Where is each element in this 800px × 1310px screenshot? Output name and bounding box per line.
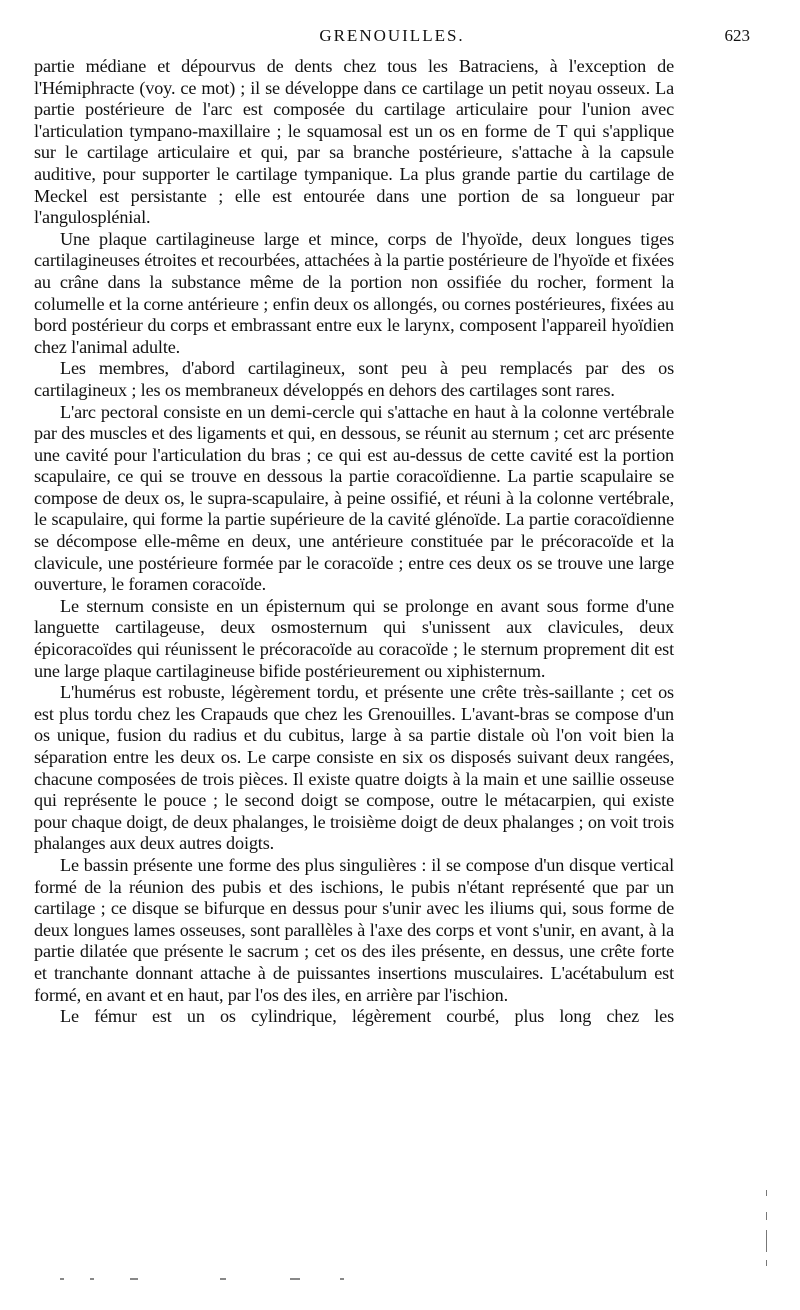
paragraph-humerus: L'humérus est robuste, légèrement tordu, et présente une crête très-saillante ; cet os est plus tordu chez les Crapauds que chez les Grenouilles. L'avant-bras se compose d'un os unique, fusion du radius et du cubitus, large à sa partie distale où l'on voit bien la séparation entre les deux os. Le carpe consiste en six os disposés suivant deux rangées, chacune composées de trois pièces. Il existe quatre doigts à la main et une saillie osseuse qui représente le pouce ; le second doigt se compose, outre le métacarpien, qui existe pour chaque doigt, de deux phalanges, le troisième doigt de deux phalanges ; on voit trois phalanges aux deux autres doigts.: [34, 682, 674, 854]
scan-edge-marks: [764, 1190, 770, 1270]
edge-mark: [766, 1212, 767, 1220]
scan-dot: [90, 1278, 94, 1280]
paragraph-limbs: Les membres, d'abord cartilagineux, sont peu à peu remplacés par des os cartilagineux ; les os membraneux développés en dehors des cartilages sont rares.: [34, 358, 674, 400]
running-head-title: GRENOUILLES.: [319, 26, 465, 45]
page-number: 623: [724, 26, 750, 45]
paragraph-sternum: Le sternum consiste en un épisternum qui se prolonge en avant sous forme d'une languette cartilageuse, deux osmosternum qui s'unissent aux clavicules, deux épicoracoïdes qui réunissent le précoracoïde au coracoïde ; le sternum proprement dit est une large plaque cartilagineuse bifide postérieurement ou xiphisternum.: [34, 595, 674, 681]
paragraph-mandible: partie médiane et dépourvus de dents chez tous les Batraciens, à l'exception de l'Hémiphracte (voy. ce mot) ; il se développe dans ce cartilage un petit noyau osseux. La partie postérieure de l'arc est composée du cartilage articulaire pour l'union avec l'articulation tympano-maxillaire ; le squamosal est un os en forme de T qui s'applique sur le cartilage articulaire et qui, par sa branche postérieure, s'attache à la capsule auditive, pour supporter le cartilage tympanique. La plus grande partie du cartilage de Meckel est persistante ; elle est entourée dans une portion de sa longueur par l'angulosplénial.: [34, 56, 674, 228]
edge-mark: [766, 1230, 767, 1252]
scan-dot: [130, 1278, 138, 1280]
paragraph-hyoid: Une plaque cartilagineuse large et mince, corps de l'hyoïde, deux longues tiges cartilagineuses étroites et recourbées, attachées à la partie postérieure de l'hyoïde et fixées au crâne dans la substance même de la portion non ossifiée du rocher, forment la columelle et la corne antérieure ; enfin deux os allongés, ou cornes postérieures, fixées au bord postérieur du corps et embrassant entre eux le larynx, composent l'appareil hyoïdien chez l'animal adulte.: [34, 228, 674, 357]
scan-bottom-dots: [60, 1278, 360, 1282]
edge-mark: [766, 1190, 767, 1196]
running-head: [34, 20, 750, 50]
scan-dot: [60, 1278, 64, 1280]
paragraph-femur: Le fémur est un os cylindrique, légèrement courbé, plus long chez les: [60, 1006, 674, 1027]
paragraph-pelvis: Le bassin présente une forme des plus singulières : il se compose d'un disque vertical formé de la réunion des pubis et des ischions, le pubis n'étant représenté que par un cartilage ; ce disque se bifurque en dessus pour s'unir avec les iliums qui, sous forme de deux longues lames osseuses, sont parallèles à l'axe des corps et vont s'unir, en avant, à la partie dilatée que présente le sacrum ; cet os des iles présente, en dessus, une crête forte et tranchante donnant attache à de puissantes insertions musculaires. L'acétabulum est formé, en avant et en haut, par l'os des iles, en arrière par l'ischion.: [34, 854, 674, 1005]
scan-dot: [220, 1278, 226, 1280]
paragraph-pectoral-arch: L'arc pectoral consiste en un demi-cercle qui s'attache en haut à la colonne vertébrale par des muscles et des ligaments et qui, en dessous, se réunit au sternum ; cet arc présente une cavité pour l'articulation du bras ; ce qui est au-dessus de cette cavité est la portion scapulaire, ce qui se trouve en dessous la partie coracoïdienne. La partie scapulaire se compose de deux os, le supra-scapulaire, à peine ossifié, et réuni à la colonne vertébrale, le scapulaire, qui forme la partie supérieure de la cavité glénoïde. La partie coracoïdienne se décompose elle-même en deux, une antérieure constituée par le précoracoïde et la clavicule, une postérieure formée par le coracoïde ; entre ces deux os se trouve une large ouverture, le foramen coracoïde.: [34, 401, 674, 595]
edge-mark: [766, 1260, 767, 1266]
scan-dot: [290, 1278, 300, 1280]
body-text: [34, 56, 674, 1028]
scan-dot: [340, 1278, 344, 1280]
